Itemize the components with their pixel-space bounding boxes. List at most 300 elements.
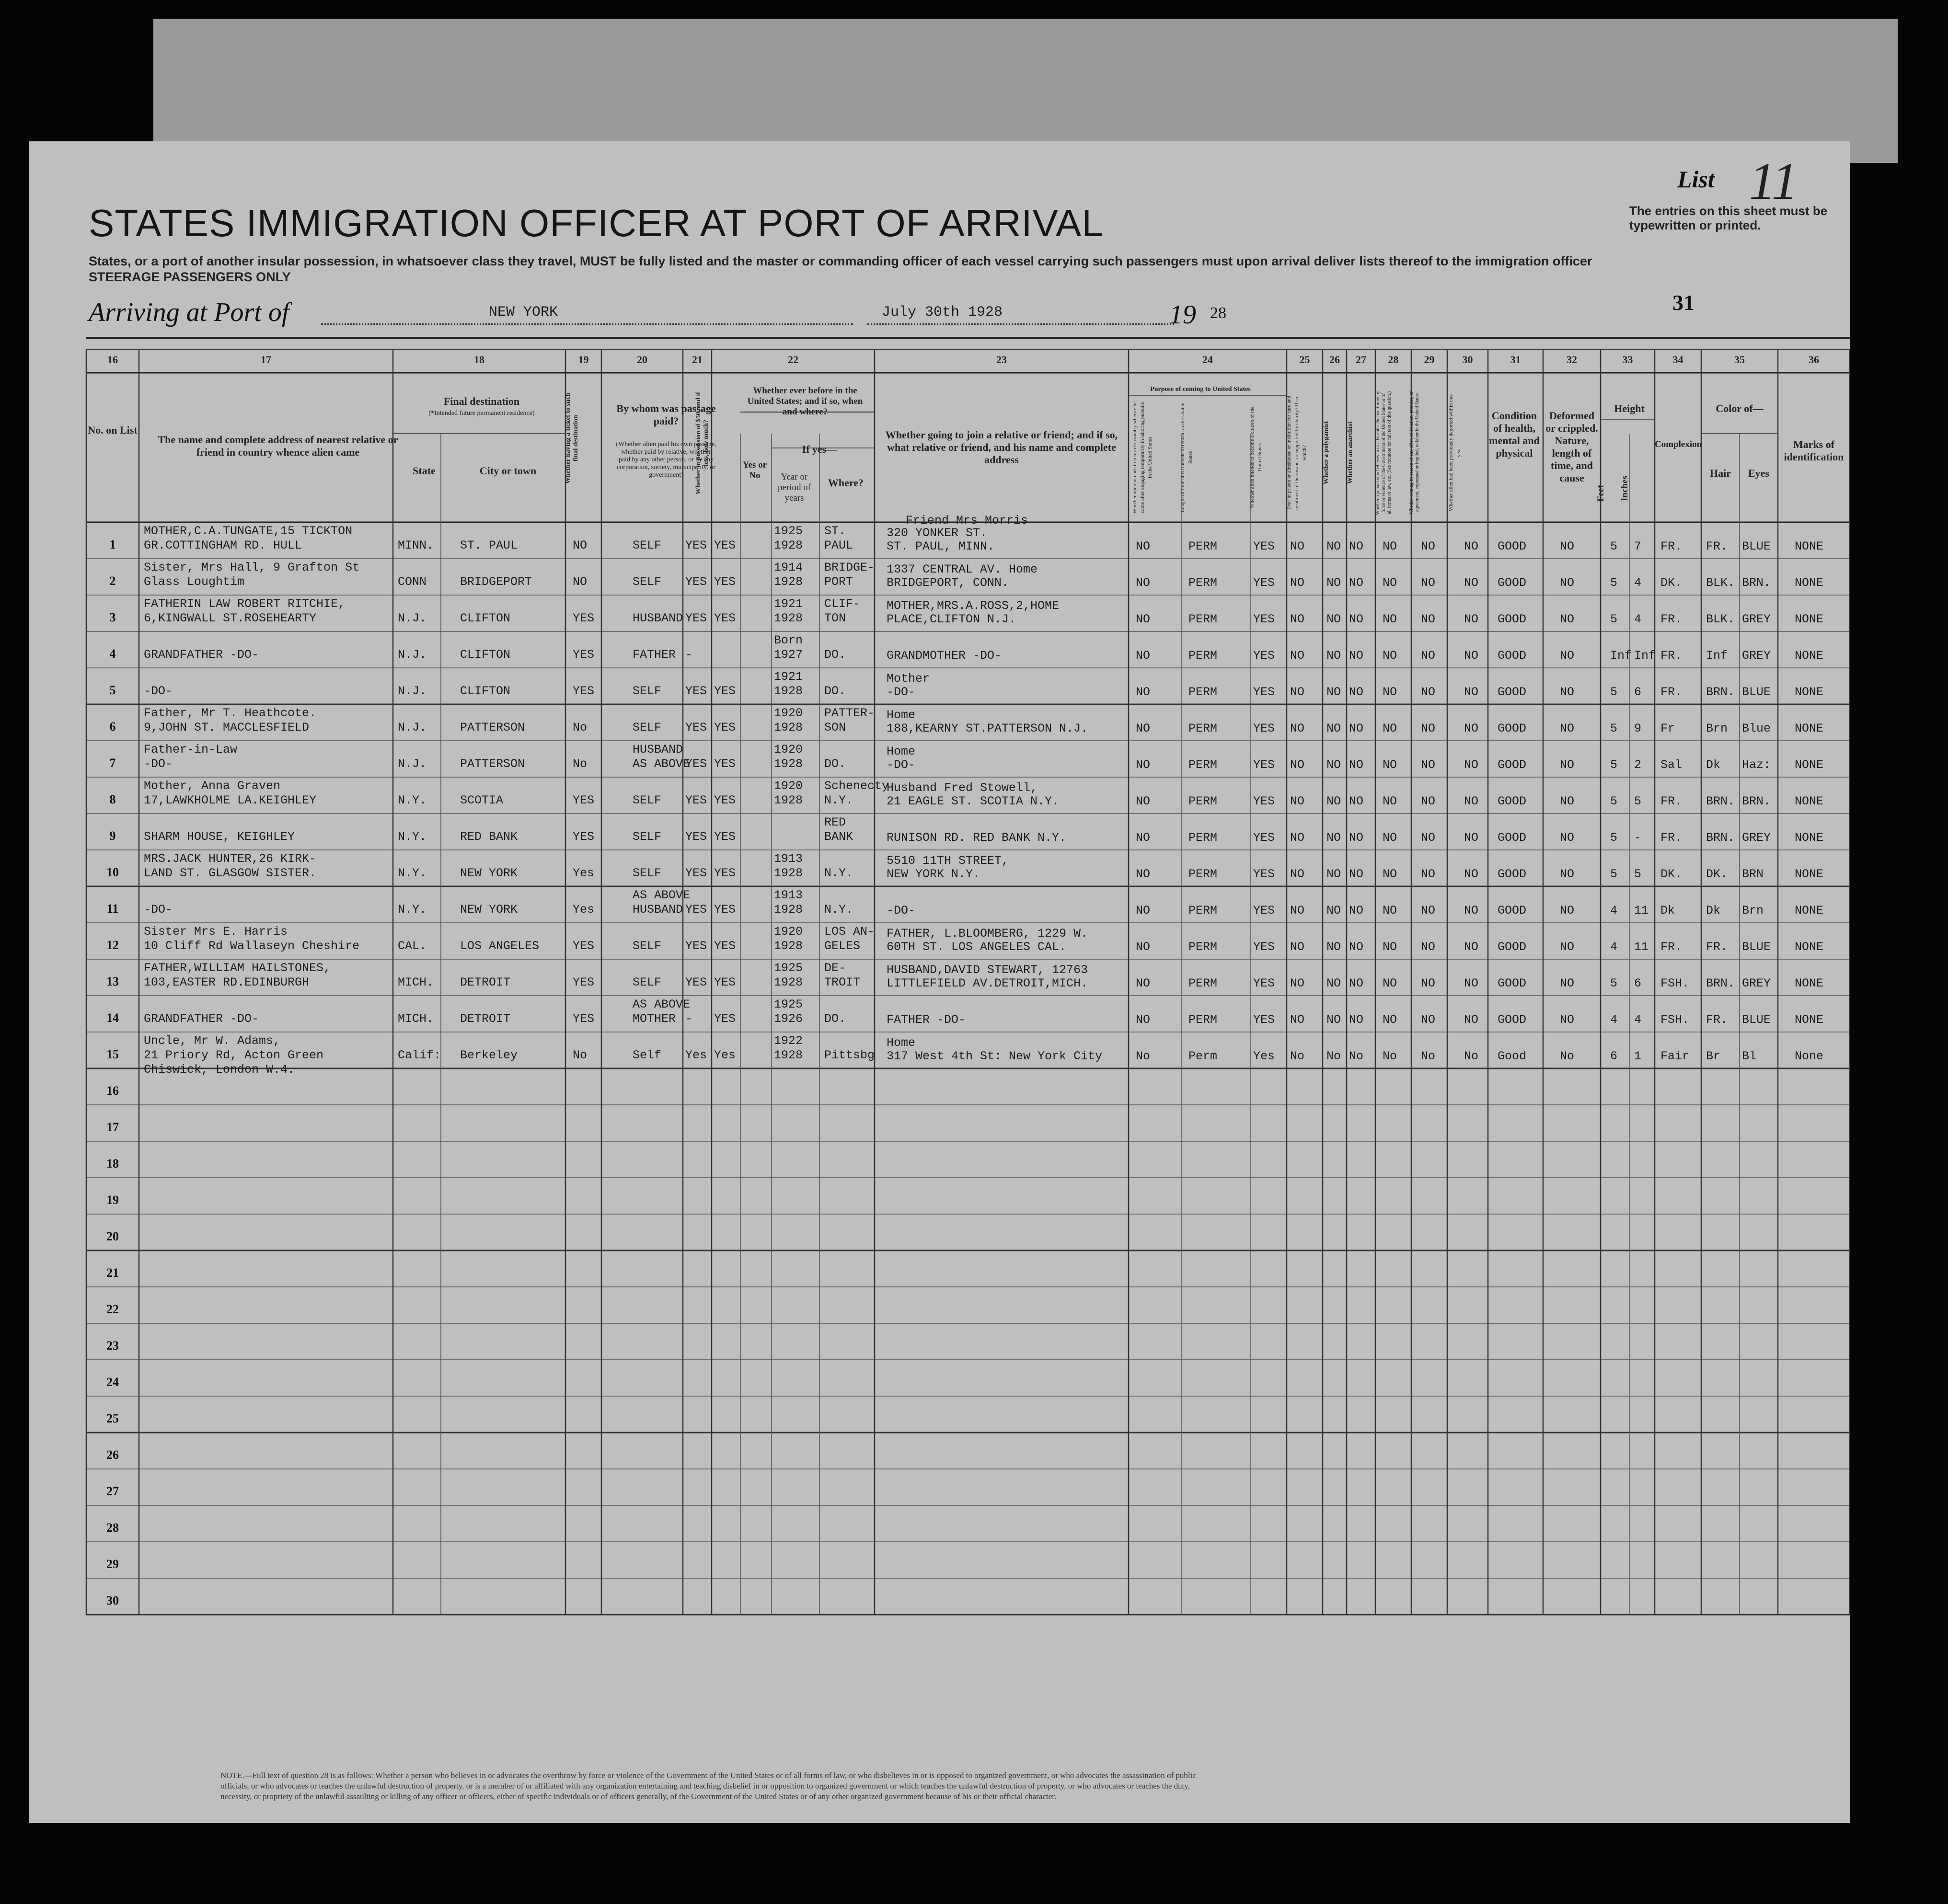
cell-c27: NO — [1349, 539, 1364, 553]
cell-rel1: FATHERIN LAW ROBERT RITCHIE, — [144, 597, 346, 611]
cell-join2: 5510 11TH STREET, — [887, 854, 1009, 868]
cell-ft: 5 — [1610, 976, 1618, 990]
cell-cit: Yes — [1253, 1049, 1275, 1063]
cell-wh2: N.Y. — [824, 866, 853, 880]
cell-rel3: Chiswick, London W.4. — [144, 1063, 295, 1077]
cell-ft: 5 — [1610, 794, 1618, 808]
cell-cit: YES — [1253, 794, 1275, 808]
cell-in: 4 — [1634, 576, 1642, 590]
cell-yr1: 1920 — [774, 706, 803, 720]
cell-ticket: YES — [573, 648, 595, 662]
cell-cit: YES — [1253, 612, 1275, 626]
cell-rel2: 9,JOHN ST. MACCLESFIELD — [144, 721, 310, 734]
cell-hair: BRN. — [1706, 831, 1735, 845]
row-number: 25 — [106, 1411, 119, 1425]
cell-city: BRIDGEPORT — [460, 575, 532, 589]
cell-ticket: No — [573, 721, 588, 734]
cell-len: PERM — [1188, 539, 1218, 553]
column-number: 18 — [474, 354, 484, 366]
cell-paid: SELF — [633, 539, 662, 552]
row-number: 15 — [106, 1047, 119, 1061]
cell-wh2: N.Y. — [824, 903, 853, 917]
cell-comp: FR. — [1660, 612, 1683, 626]
cell-join2: Mother — [887, 672, 930, 686]
cell-c30: NO — [1464, 940, 1479, 954]
sheet-number: 31 — [1672, 290, 1694, 315]
header-feet: Feet — [1596, 485, 1606, 502]
cell-yn: YES — [714, 684, 736, 698]
cell-wh1: BRIDGE- — [824, 561, 875, 574]
cell-c30: NO — [1464, 904, 1479, 918]
cell-ret: NO — [1136, 612, 1151, 626]
cell-in: 4 — [1634, 1013, 1642, 1027]
cell-money: YES — [685, 866, 707, 880]
cell-def: NO — [1560, 904, 1575, 918]
cell-c30: NO — [1464, 831, 1479, 845]
column-number: 21 — [692, 354, 703, 366]
cell-c30: No — [1464, 1049, 1479, 1063]
cell-comp: DK. — [1660, 576, 1683, 590]
cell-ret: NO — [1136, 722, 1151, 735]
cell-rel2: 17,LAWKHOLME LA.KEIGHLEY — [144, 793, 317, 807]
cell-comp: FR. — [1660, 940, 1683, 954]
cell-city: Berkeley — [460, 1048, 518, 1062]
cell-hair: Br — [1706, 1049, 1721, 1063]
cell-len: Perm — [1188, 1049, 1218, 1063]
column-number: 22 — [788, 354, 798, 366]
header-marks: Marks of identification — [1784, 438, 1844, 463]
cell-rel1: Sister, Mrs Hall, 9 Grafton St — [144, 561, 360, 574]
header-eyes: Eyes — [1748, 467, 1769, 479]
cell-c29: NO — [1421, 1013, 1436, 1027]
row-number: 17 — [106, 1120, 119, 1134]
cell-rel1: Sister Mrs E. Harris — [144, 925, 288, 939]
cell-ret: NO — [1136, 904, 1151, 918]
cell-paid: Self — [633, 1048, 662, 1062]
header-purpose: Purpose of coming to United States — [1150, 386, 1251, 393]
cell-state: MINN. — [398, 539, 434, 552]
cell-marks: NONE — [1794, 976, 1824, 990]
header-purpose-return: Whether alien intends to return to country whence he came after engaging temporarily in laboring pursuits in the United States — [1132, 401, 1153, 514]
cell-ret: NO — [1136, 685, 1151, 699]
cell-paid: HUSBAND — [633, 903, 683, 917]
cell-cit: YES — [1253, 722, 1275, 735]
cell-wh2: BANK — [824, 830, 853, 844]
cell-ft: 5 — [1610, 722, 1618, 735]
cell-rel2: SHARM HOUSE, KEIGHLEY — [144, 830, 295, 844]
cell-eyes: Bl — [1742, 1049, 1757, 1063]
cell-cit: YES — [1253, 904, 1275, 918]
cell-join2: Home — [887, 745, 916, 758]
cell-eyes: Haz: — [1742, 758, 1771, 772]
cell-comp: FR. — [1660, 649, 1683, 663]
cell-c27: NO — [1349, 685, 1364, 699]
cell-eyes: Brn — [1742, 904, 1764, 918]
cell-state: N.Y. — [398, 866, 427, 880]
cell-comp: Fair — [1660, 1049, 1690, 1063]
cell-city: ST. PAUL — [460, 539, 518, 552]
cell-c26: NO — [1326, 539, 1341, 553]
cell-in: 5 — [1634, 794, 1642, 808]
cell-yr2: 1928 — [774, 1048, 803, 1062]
cell-c25: NO — [1290, 831, 1305, 845]
cell-money: Yes — [685, 1048, 707, 1062]
cell-eyes: BRN. — [1742, 576, 1771, 590]
year-filled: 28 — [1210, 304, 1226, 322]
header-no-on-list: No. on List — [88, 424, 138, 436]
cell-money: - — [685, 1012, 693, 1026]
cell-c27: NO — [1349, 1013, 1364, 1027]
cell-c25: NO — [1290, 867, 1305, 881]
cell-ft: 4 — [1610, 904, 1618, 918]
cell-city: DETROIT — [460, 975, 511, 989]
column-number: 34 — [1672, 354, 1683, 366]
cell-paid: SELF — [633, 830, 662, 844]
cell-wh1: ST. — [824, 524, 846, 538]
cell-ret: NO — [1136, 1013, 1151, 1027]
cell-def: NO — [1560, 867, 1575, 881]
cell-in: 6 — [1634, 976, 1642, 990]
cell-hair: Dk — [1706, 758, 1721, 772]
row-number: 21 — [106, 1266, 119, 1280]
row-number: 12 — [106, 938, 119, 952]
row-number: 8 — [109, 792, 116, 806]
cell-ft: 5 — [1610, 539, 1618, 553]
cell-state: N.J. — [398, 611, 427, 625]
cell-city: LOS ANGELES — [460, 939, 540, 953]
cell-join1: Friend Mrs Morris — [906, 514, 1028, 528]
row-number: 5 — [109, 683, 116, 697]
cell-c25: NO — [1290, 576, 1305, 590]
cell-city: CLIFTON — [460, 648, 511, 662]
row-number: 22 — [106, 1302, 119, 1316]
cell-ticket: Yes — [573, 866, 595, 880]
cell-rel2: 103,EASTER RD.EDINBURGH — [144, 975, 310, 989]
cell-health: GOOD — [1498, 649, 1527, 663]
row-number: 10 — [106, 865, 119, 879]
cell-c25: NO — [1290, 685, 1305, 699]
cell-wh2: SON — [824, 721, 846, 734]
cell-join3: 21 EAGLE ST. SCOTIA N.Y. — [887, 794, 1060, 808]
cell-ticket: YES — [573, 793, 595, 807]
date-value: July 30th 1928 — [882, 304, 1003, 321]
cell-health: GOOD — [1498, 940, 1527, 954]
cell-c26: NO — [1326, 612, 1341, 626]
cell-in: 6 — [1634, 685, 1642, 699]
arriving-label: Arriving at Port of — [89, 298, 289, 327]
cell-ret: NO — [1136, 940, 1151, 954]
cell-def: NO — [1560, 722, 1575, 735]
cell-state: N.Y. — [398, 793, 427, 807]
cell-rel1: Father, Mr T. Heathcote. — [144, 706, 317, 720]
cell-c27: NO — [1349, 758, 1364, 772]
cell-c25: NO — [1290, 649, 1305, 663]
cell-ticket: YES — [573, 975, 595, 989]
cell-yn: YES — [714, 757, 736, 771]
cell-c26: NO — [1326, 904, 1341, 918]
cell-yn: YES — [714, 939, 736, 953]
cell-cit: YES — [1253, 649, 1275, 663]
cell-health: GOOD — [1498, 1013, 1527, 1027]
header-money: Whether in possession of $50, and if less, how much? — [695, 391, 710, 495]
cell-comp: Sal — [1660, 758, 1683, 772]
cell-marks: NONE — [1794, 940, 1824, 954]
cell-rel2: GRANDFATHER -DO- — [144, 648, 259, 662]
cell-wh2: TON — [824, 611, 846, 625]
cell-paid: MOTHER — [633, 1012, 676, 1026]
cell-rel2: -DO- — [144, 757, 173, 771]
cell-ticket: NO — [573, 575, 588, 589]
row-number: 16 — [106, 1084, 119, 1098]
cell-city: SCOTIA — [460, 793, 504, 807]
cell-len: PERM — [1188, 758, 1218, 772]
cell-hair: Dk — [1706, 904, 1721, 918]
cell-yr2: 1928 — [774, 903, 803, 917]
cell-c29: NO — [1421, 576, 1436, 590]
cell-hair: FR. — [1706, 940, 1728, 954]
header-color: Color of— — [1716, 402, 1764, 414]
cell-paid: SELF — [633, 575, 662, 589]
cell-yn: YES — [714, 866, 736, 880]
cell-rel2: Glass Loughtim — [144, 575, 245, 589]
cell-eyes: BRN. — [1742, 794, 1771, 808]
cell-rel2: 6,KINGWALL ST.ROSEHEARTY — [144, 611, 317, 625]
cell-state: MICH. — [398, 1012, 434, 1026]
cell-join3: BRIDGEPORT, CONN. — [887, 576, 1009, 590]
cell-yr1: 1913 — [774, 852, 803, 866]
cell-yn: YES — [714, 721, 736, 734]
cell-rel2: GR.COTTINGHAM RD. HULL — [144, 539, 302, 552]
cell-ret: NO — [1136, 758, 1151, 772]
row-number: 2 — [109, 574, 116, 588]
row-number: 26 — [106, 1448, 119, 1462]
cell-health: GOOD — [1498, 831, 1527, 845]
cell-health: GOOD — [1498, 758, 1527, 772]
cell-eyes: GREY — [1742, 831, 1771, 845]
cell-yr1: 1921 — [774, 670, 803, 684]
row-number: 19 — [106, 1193, 119, 1207]
cell-ft: Inf — [1610, 649, 1632, 663]
cell-money: YES — [685, 793, 707, 807]
cell-marks: NONE — [1794, 576, 1824, 590]
row-number: 9 — [109, 829, 116, 843]
cell-city: PATTERSON — [460, 721, 525, 734]
cell-c25: NO — [1290, 758, 1305, 772]
cell-comp: FR. — [1660, 794, 1683, 808]
cell-join2: Home — [887, 1036, 916, 1050]
header-before: Whether ever before in the United States; and if so, when and where? — [747, 386, 863, 417]
cell-c28: NO — [1383, 539, 1397, 553]
column-number: 28 — [1388, 354, 1399, 366]
column-number: 23 — [996, 354, 1007, 366]
cell-c28: NO — [1383, 612, 1397, 626]
cell-city: NEW YORK — [460, 903, 518, 917]
cell-paid2: HUSBAND — [633, 743, 683, 757]
cell-state: N.J. — [398, 721, 427, 734]
row-number: 29 — [106, 1557, 119, 1571]
cell-yr2: 1928 — [774, 575, 803, 589]
cell-len: PERM — [1188, 722, 1218, 735]
cell-yr2: 1928 — [774, 939, 803, 953]
cell-marks: NONE — [1794, 722, 1824, 735]
steerage-line: STEERAGE PASSENGERS ONLY — [89, 270, 291, 284]
instruction-line: States, or a port of another insular possession, in whatsoever class they travel, MUST be fully listed and the master or commanding officer of each vessel carrying such passengers must upon arrival deliver lists thereof to the immigration officer — [89, 254, 1592, 268]
cell-yn: YES — [714, 793, 736, 807]
row-number: 6 — [109, 720, 116, 734]
cell-paid: SELF — [633, 793, 662, 807]
cell-ticket: YES — [573, 684, 595, 698]
cell-c30: NO — [1464, 612, 1479, 626]
row-number: 14 — [106, 1011, 119, 1025]
header-anarchist: Whether an anarchist — [1347, 421, 1354, 484]
page-title: STATES IMMIGRATION OFFICER AT PORT OF ARRIVAL — [89, 202, 1104, 244]
cell-city: CLIFTON — [460, 611, 511, 625]
row-number: 23 — [106, 1339, 119, 1353]
cell-marks: NONE — [1794, 758, 1824, 772]
header-yes-no: Yes or No — [742, 460, 767, 481]
cell-ft: 5 — [1610, 758, 1618, 772]
cell-ret: NO — [1136, 794, 1151, 808]
cell-eyes: BLUE — [1742, 685, 1771, 699]
cell-comp: FSH. — [1660, 1013, 1690, 1027]
cell-marks: NONE — [1794, 649, 1824, 663]
cell-wh1: DE- — [824, 961, 846, 975]
cell-c29: NO — [1421, 976, 1436, 990]
cell-money: YES — [685, 611, 707, 625]
cell-len: PERM — [1188, 831, 1218, 845]
cell-yn: YES — [714, 539, 736, 552]
column-number: 32 — [1567, 354, 1577, 366]
header-overthrow: Whether a person who believes in or advocates the overthrow by force or violence of the Government of the United States or of all forms of law, etc. (See footnote for full text of this question.) — [1375, 390, 1392, 515]
cell-paid: AS ABOVE — [633, 757, 691, 771]
cell-c26: NO — [1326, 576, 1341, 590]
cell-rel2: -DO- — [144, 903, 173, 917]
cell-c29: NO — [1421, 867, 1436, 881]
cell-c30: NO — [1464, 867, 1479, 881]
cell-c26: NO — [1326, 867, 1341, 881]
cell-comp: Fr — [1660, 722, 1675, 735]
cell-c30: NO — [1464, 539, 1479, 553]
column-number: 20 — [637, 354, 647, 366]
cell-marks: NONE — [1794, 1013, 1824, 1027]
cell-yr2: 1926 — [774, 1012, 803, 1026]
cell-wh2: PORT — [824, 575, 853, 589]
cell-wh2: Pittsbg — [824, 1048, 875, 1062]
cell-def: NO — [1560, 976, 1575, 990]
cell-def: NO — [1560, 576, 1575, 590]
cell-yr2: 1928 — [774, 793, 803, 807]
cell-wh2: DO. — [824, 684, 846, 698]
cell-paid: SELF — [633, 939, 662, 953]
cell-marks: NONE — [1794, 831, 1824, 845]
cell-money: YES — [685, 903, 707, 917]
cell-yr1: 1921 — [774, 597, 803, 611]
cell-join2: Husband Fred Stowell, — [887, 781, 1038, 795]
cell-money: YES — [685, 721, 707, 734]
cell-c29: NO — [1421, 794, 1436, 808]
cell-rel2: 10 Cliff Rd Wallaseyn Cheshire — [144, 939, 360, 953]
cell-ft: 5 — [1610, 831, 1618, 845]
cell-in: 11 — [1634, 904, 1649, 918]
cell-hair: Brn — [1706, 722, 1728, 735]
cell-state: Calif: — [398, 1048, 441, 1062]
cell-c29: NO — [1421, 831, 1436, 845]
cell-c27: NO — [1349, 649, 1364, 663]
cell-rel1: Father-in-Law — [144, 743, 238, 757]
column-number: 36 — [1809, 354, 1819, 366]
cell-city: DETROIT — [460, 1012, 511, 1026]
cell-join2: FATHER, L.BLOOMBERG, 1229 W. — [887, 927, 1088, 941]
cell-yr2: 1928 — [774, 611, 803, 625]
cell-hair: BRN. — [1706, 794, 1735, 808]
cell-health: GOOD — [1498, 904, 1527, 918]
cell-hair: BLK. — [1706, 612, 1735, 626]
row-number: 20 — [106, 1229, 119, 1243]
cell-c25: NO — [1290, 904, 1305, 918]
list-number: 11 — [1749, 152, 1798, 210]
cell-c30: NO — [1464, 976, 1479, 990]
cell-money: YES — [685, 757, 707, 771]
cell-eyes: BRN — [1742, 867, 1764, 881]
cell-wh2: DO. — [824, 757, 846, 771]
row-number: 7 — [109, 756, 116, 770]
cell-c28: NO — [1383, 794, 1397, 808]
list-label: List — [1677, 166, 1715, 193]
cell-yn: Yes — [714, 1048, 736, 1062]
row-number: 27 — [106, 1484, 119, 1498]
cell-c26: NO — [1326, 794, 1341, 808]
header-years: Year or period of years — [777, 472, 811, 503]
cell-marks: NONE — [1794, 685, 1824, 699]
cell-join2: Home — [887, 708, 916, 722]
cell-join2: 1337 CENTRAL AV. Home — [887, 562, 1038, 576]
cell-c30: NO — [1464, 576, 1479, 590]
cell-ticket: YES — [573, 939, 595, 953]
cell-c29: No — [1421, 1049, 1436, 1063]
cell-ft: 5 — [1610, 867, 1618, 881]
cell-rel2: 21 Priory Rd, Acton Green — [144, 1048, 324, 1062]
cell-c25: NO — [1290, 794, 1305, 808]
header-if-yes: If yes— — [802, 443, 837, 455]
cell-yr1: Born — [774, 633, 803, 647]
list-note: The entries on this sheet must be typewritten or printed. — [1629, 204, 1828, 232]
cell-c26: NO — [1326, 685, 1341, 699]
cell-city: CLIFTON — [460, 684, 511, 698]
row-number: 18 — [106, 1157, 119, 1170]
cell-state: MICH. — [398, 975, 434, 989]
cell-eyes: GREY — [1742, 612, 1771, 626]
cell-in: Inf — [1634, 649, 1656, 663]
cell-join3: RUNISON RD. RED BANK N.Y. — [887, 831, 1067, 845]
cell-money: YES — [685, 539, 707, 552]
cell-c27: NO — [1349, 976, 1364, 990]
cell-money: YES — [685, 939, 707, 953]
cell-yr1: 1925 — [774, 524, 803, 538]
cell-join3: LITTLEFIELD AV.DETROIT,MICH. — [887, 976, 1088, 990]
cell-in: 2 — [1634, 758, 1642, 772]
cell-cit: YES — [1253, 976, 1275, 990]
cell-eyes: GREY — [1742, 649, 1771, 663]
cell-c25: NO — [1290, 976, 1305, 990]
cell-state: N.J. — [398, 684, 427, 698]
cell-cit: YES — [1253, 867, 1275, 881]
cell-in: 7 — [1634, 539, 1642, 553]
cell-len: PERM — [1188, 685, 1218, 699]
cell-c28: NO — [1383, 1013, 1397, 1027]
cell-eyes: BLUE — [1742, 539, 1771, 553]
cell-health: GOOD — [1498, 576, 1527, 590]
cell-join2: HUSBAND,DAVID STEWART, 12763 — [887, 963, 1088, 977]
